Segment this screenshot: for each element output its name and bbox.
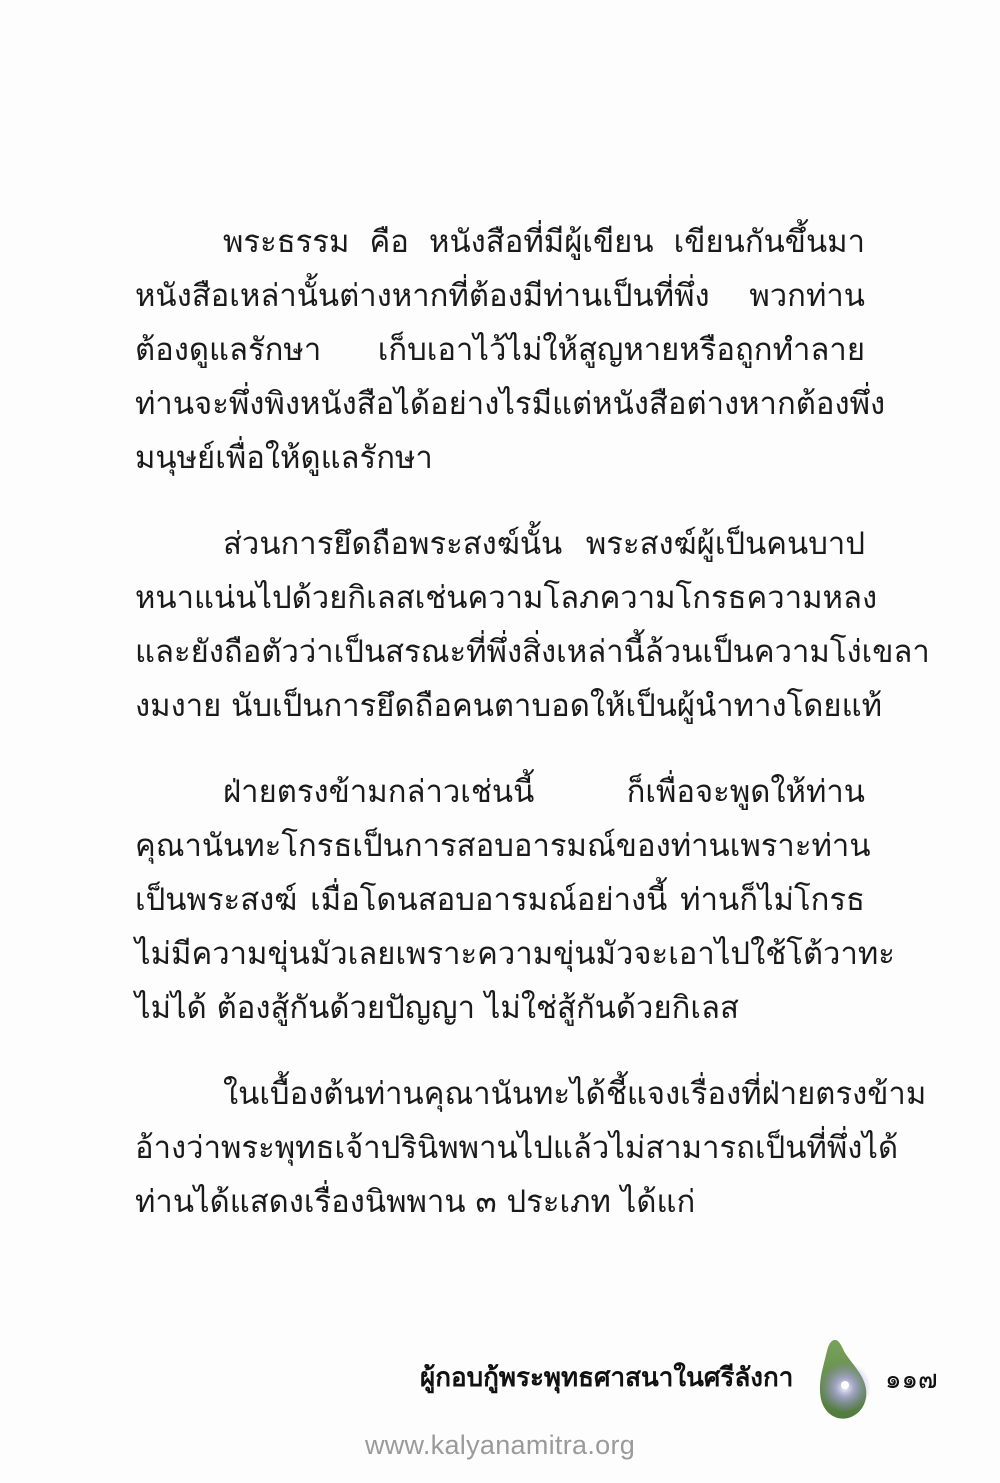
text-segment: สิ่งเหล่านี้ล้วนเป็นความโง่เขลา [522,634,930,670]
text-segment: หนาแน่นไปด้วยกิเลส [135,580,415,616]
text-line [135,571,878,625]
body-text [135,215,930,1261]
text-segment: ท่านก็ไม่โกรธ [680,882,865,918]
text-segment: พระพุทธเจ้าปรินิพพานไปแล้ว [220,1130,610,1166]
text-line [135,269,865,323]
text-segment: พระธรรม [223,224,350,260]
text-line [135,819,871,873]
text-line: มนุษย์เพื่อให้ดูแลรักษา [135,440,433,476]
text-segment: ไม่สามารถเป็นที่พึ่งได้ [609,1130,899,1166]
text-segment: ฝ่ายตรงข้ามกล่าวเช่นนี้ [223,774,535,810]
text-line [135,625,930,679]
text-segment: หนังสือที่มีผู้เขียน [429,224,654,260]
text-segment: อ้างว่า [135,1130,221,1166]
text-segment: ความโกรธ [599,580,747,616]
text-line [135,765,865,819]
website-url: www.kalyanamitra.org [364,1430,636,1460]
text-segment: เขียนกันขึ้นมา [673,224,865,260]
text-segment: ท่านจะพึ่งพิงหนังสือได้อย่างไร [135,386,532,422]
paragraph-4 [135,1067,927,1229]
paragraph-2 [135,517,930,733]
paragraph-3 [135,765,895,1035]
text-line [135,927,895,981]
text-segment: คุณานันทะโกรธ [135,828,353,864]
text-segment: เก็บเอาไว้ไม่ให้สูญหายหรือถูกทำลาย [377,332,865,368]
text-segment: ความโลภ [467,580,600,616]
text-line: ท่านได้แสดงเรื่องนิพพาน ๓ ประเภท ได้แก่ [135,1184,696,1220]
text-line [135,873,865,927]
paragraph-1 [135,215,886,485]
page-number: ๑๑๗ [885,1365,938,1395]
text-segment: พวกท่าน [749,278,865,314]
text-line [135,517,865,571]
text-segment: เช่น [414,580,468,616]
text-segment: หนังสือเหล่านั้นต่างหากที่ต้องมีท่านเป็นที่พึ่ง [135,278,710,314]
text-segment: เป็นการสอบอารมณ์ของท่าน [352,828,730,864]
text-segment: ความหลง [746,580,878,616]
text-line: ไม่ได้ ต้องสู้กันด้วยปัญญา ไม่ใช่สู้กันด้วยกิเลส [135,990,739,1026]
text-line [135,323,865,377]
text-segment: คือ [369,224,409,260]
text-segment: เมื่อโดนสอบอารมณ์อย่างนี้ [310,882,668,918]
text-line [135,377,886,431]
text-segment: พระสงฆ์ผู้เป็นคนบาป [585,526,865,562]
text-segment: ต้องดูแลรักษา [135,332,322,368]
book-title: ผู้กอบกู้พระพุทธศาสนาในศรีลังกา [420,1363,794,1393]
text-segment: และยังถือตัวว่าเป็นสรณะที่พึ่ง [135,634,523,670]
text-line [135,215,865,269]
text-segment: ท่านคุณานันทะได้ชี้แจงเรื่องที่ฝ่ายตรงข้าม [364,1076,927,1112]
text-segment: ในเบื้องต้น [223,1076,365,1112]
text-line: งมงาย นับเป็นการยึดถือคนตาบอดให้เป็นผู้นำทางโดยแท้ [135,688,883,724]
text-segment: ส่วนการยึดถือพระสงฆ์นั้น [223,526,563,562]
text-line [135,1121,899,1175]
sri-lanka-island-icon [808,1335,878,1421]
text-segment: มีแต่หนังสือต่างหากต้องพึ่ง [531,386,886,422]
text-segment: ก็เพื่อจะพูดให้ท่าน [626,774,865,810]
text-segment: เพราะความขุ่นมัวจะเอาไปใช้โต้วาทะ [395,936,895,972]
text-line [135,1067,927,1121]
text-segment: เป็นพระสงฆ์ [135,882,298,918]
text-segment: เพราะท่าน [729,828,871,864]
text-segment: ไม่มีความขุ่นมัวเลย [135,936,396,972]
page-footer [0,1345,1000,1405]
